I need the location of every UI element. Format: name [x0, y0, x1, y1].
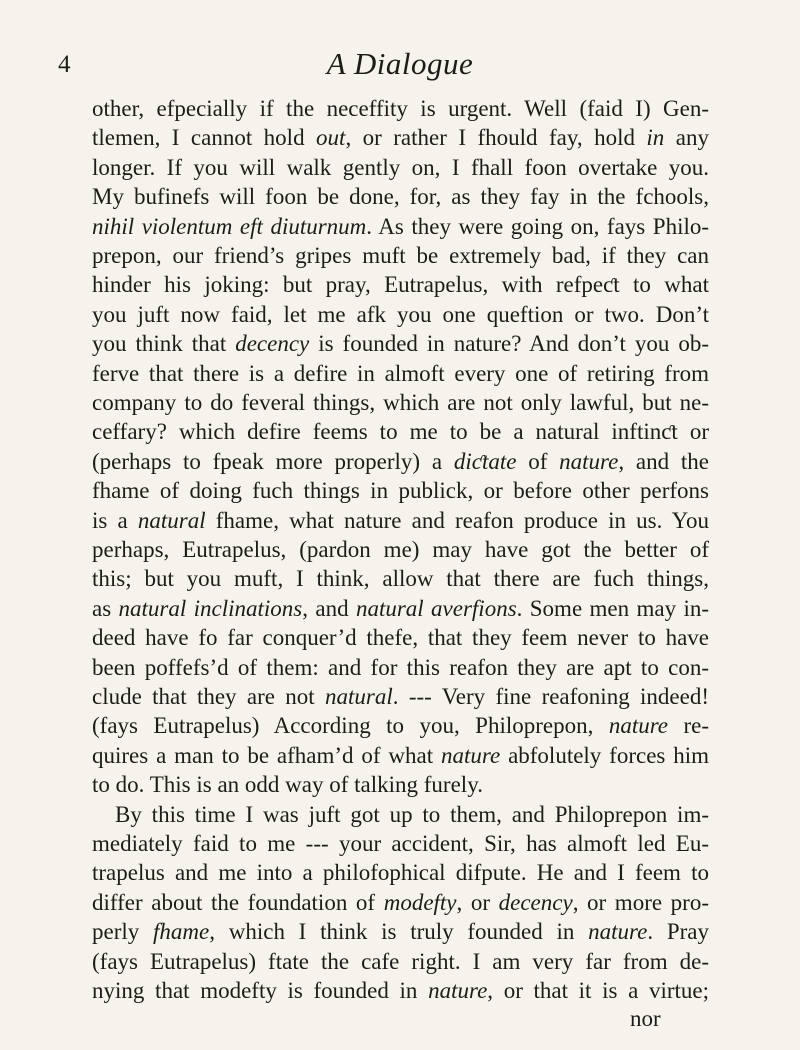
text-segment: clude that they are not	[92, 684, 326, 709]
text-segment: hinder his joking: but pray, Eutrapelus, with refpeƈt to what	[92, 272, 709, 297]
text-segment: prepon, our friend’s gripes muft be extremely bad, if they can	[92, 243, 709, 268]
text-segment: ceffary? which defire feems to me to be a natural inftinƈt or	[92, 419, 709, 444]
text-segment: . Some men may in-	[516, 596, 710, 621]
text-segment: been poffefs’d of them: and for this reafon they are apt to con-	[92, 655, 709, 680]
text-segment: fhame, what nature and reafon produce in us. You	[205, 508, 709, 533]
italic-text: nature	[559, 449, 619, 474]
italic-text: fhame	[153, 919, 210, 944]
italic-text: nature	[588, 919, 648, 944]
text-line	[92, 212, 709, 242]
text-segment: as	[92, 596, 119, 621]
italic-text: modefty	[383, 890, 457, 915]
text-line	[92, 123, 709, 153]
text-segment: quires a man to be afham’d of what	[92, 743, 441, 768]
text-segment: re-	[668, 713, 709, 738]
text-segment: ferve that there is a defire in almoft every one of retiring from	[92, 361, 709, 386]
text-segment: , and the	[618, 449, 709, 474]
text-line	[92, 947, 709, 977]
text-line	[92, 594, 709, 624]
text-segment: (fays Eutrapelus) According to you, Philoprepon,	[92, 713, 609, 738]
text-segment: tlemen, I cannot hold	[92, 125, 317, 150]
text-line	[92, 417, 709, 447]
text-line	[92, 388, 709, 418]
text-segment: By this time I was juft got up to them, and Philoprepon im-	[115, 802, 709, 827]
text-line	[92, 829, 709, 859]
text-line	[92, 241, 709, 271]
text-segment: abfolutely forces him	[500, 743, 709, 768]
italic-text: diƈtate	[453, 449, 517, 474]
text-line	[92, 564, 709, 594]
text-segment: you juft now faid, let me afk you one queftion or two. Don’t	[92, 302, 709, 327]
italic-text: natural	[325, 684, 393, 709]
text-segment: fhame of doing fuch things in publick, or before other perfons	[92, 478, 709, 503]
text-line	[92, 476, 709, 506]
text-segment: company to do feveral things, which are not only lawful, but ne-	[92, 390, 709, 415]
text-segment: is a	[92, 508, 138, 533]
text-line	[92, 153, 709, 183]
italic-text: natural	[137, 508, 206, 533]
text-line	[115, 800, 709, 830]
text-line	[92, 917, 709, 947]
text-segment: , or rather I fhould fay, hold	[345, 125, 647, 150]
text-segment: this; but you muft, I think, allow that there are fuch things,	[92, 566, 709, 591]
text-segment: . --- Very fine reafoning indeed!	[392, 684, 709, 709]
text-segment: mediately faid to me --- your accident, Sir, has almoft led Eu-	[92, 831, 709, 856]
text-segment: , or that it is a virtue;	[487, 978, 709, 1003]
text-line	[92, 535, 709, 565]
italic-text: in	[646, 125, 665, 150]
text-segment: (perhaps to fpeak more properly) a	[92, 449, 454, 474]
text-line	[92, 447, 709, 477]
text-line	[92, 858, 709, 888]
text-segment: longer. If you will walk gently on, I fhall foon overtake you.	[92, 155, 709, 180]
running-head: A Dialogue	[326, 46, 474, 81]
italic-text: decency	[498, 890, 573, 915]
catchword: nor	[630, 1006, 661, 1031]
page-number: 4	[58, 51, 71, 78]
text-segment: , and	[302, 596, 356, 621]
text-segment: differ about the foundation of	[92, 890, 384, 915]
italic-text: nature	[441, 743, 501, 768]
text-line	[92, 270, 709, 300]
text-segment: . As they were going on, fays Philo-	[366, 214, 710, 239]
text-segment: (fays Eutrapelus) ftate the cafe right. I am very far from de-	[92, 949, 709, 974]
text-line	[92, 623, 709, 653]
text-line	[92, 300, 709, 330]
text-line	[92, 711, 709, 741]
text-segment: other, efpecially if the neceffity is urgent. Well (faid I) Gen-	[92, 96, 709, 121]
text-segment: , or more pro-	[572, 890, 709, 915]
text-line	[92, 741, 709, 771]
text-line	[92, 94, 709, 124]
text-segment: deed have fo far conquer’d thefe, that they feem never to have	[92, 625, 709, 650]
text-segment: of	[516, 449, 560, 474]
text-segment: . Pray	[647, 919, 709, 944]
italic-text: nature	[428, 978, 488, 1003]
text-line	[92, 506, 709, 536]
text-segment: , which I think is truly founded in	[209, 919, 589, 944]
text-segment: My bufinefs will foon be done, for, as they fay in the fchools,	[92, 184, 709, 209]
text-segment: perhaps, Eutrapelus, (pardon me) may have got the better of	[92, 537, 709, 562]
text-segment: , or	[456, 890, 499, 915]
text-segment: trapelus and me into a philofophical difpute. He and I feem to	[92, 860, 709, 885]
italic-text: nature	[608, 713, 669, 738]
italic-text: natural inclinations	[118, 596, 303, 621]
italic-text: nihil violentum eft diuturnum	[92, 214, 367, 239]
text-line	[92, 888, 709, 918]
text-segment: to do. This is an odd way of talking furely.	[92, 772, 483, 797]
text-line	[92, 976, 709, 1006]
text-line	[92, 182, 709, 212]
text-segment: is founded in nature? And don’t you ob-	[309, 331, 709, 356]
text-segment: any	[664, 125, 709, 150]
text-line	[92, 653, 709, 683]
italic-text: natural averfions	[355, 596, 517, 621]
text-line	[92, 359, 709, 389]
text-segment: you think that	[92, 331, 236, 356]
text-segment: nying that modefty is founded in	[92, 978, 429, 1003]
italic-text: out	[316, 125, 346, 150]
text-segment: perly	[92, 919, 154, 944]
text-line	[92, 329, 709, 359]
text-line	[92, 770, 709, 800]
italic-text: decency	[235, 331, 310, 356]
text-line	[92, 682, 709, 712]
